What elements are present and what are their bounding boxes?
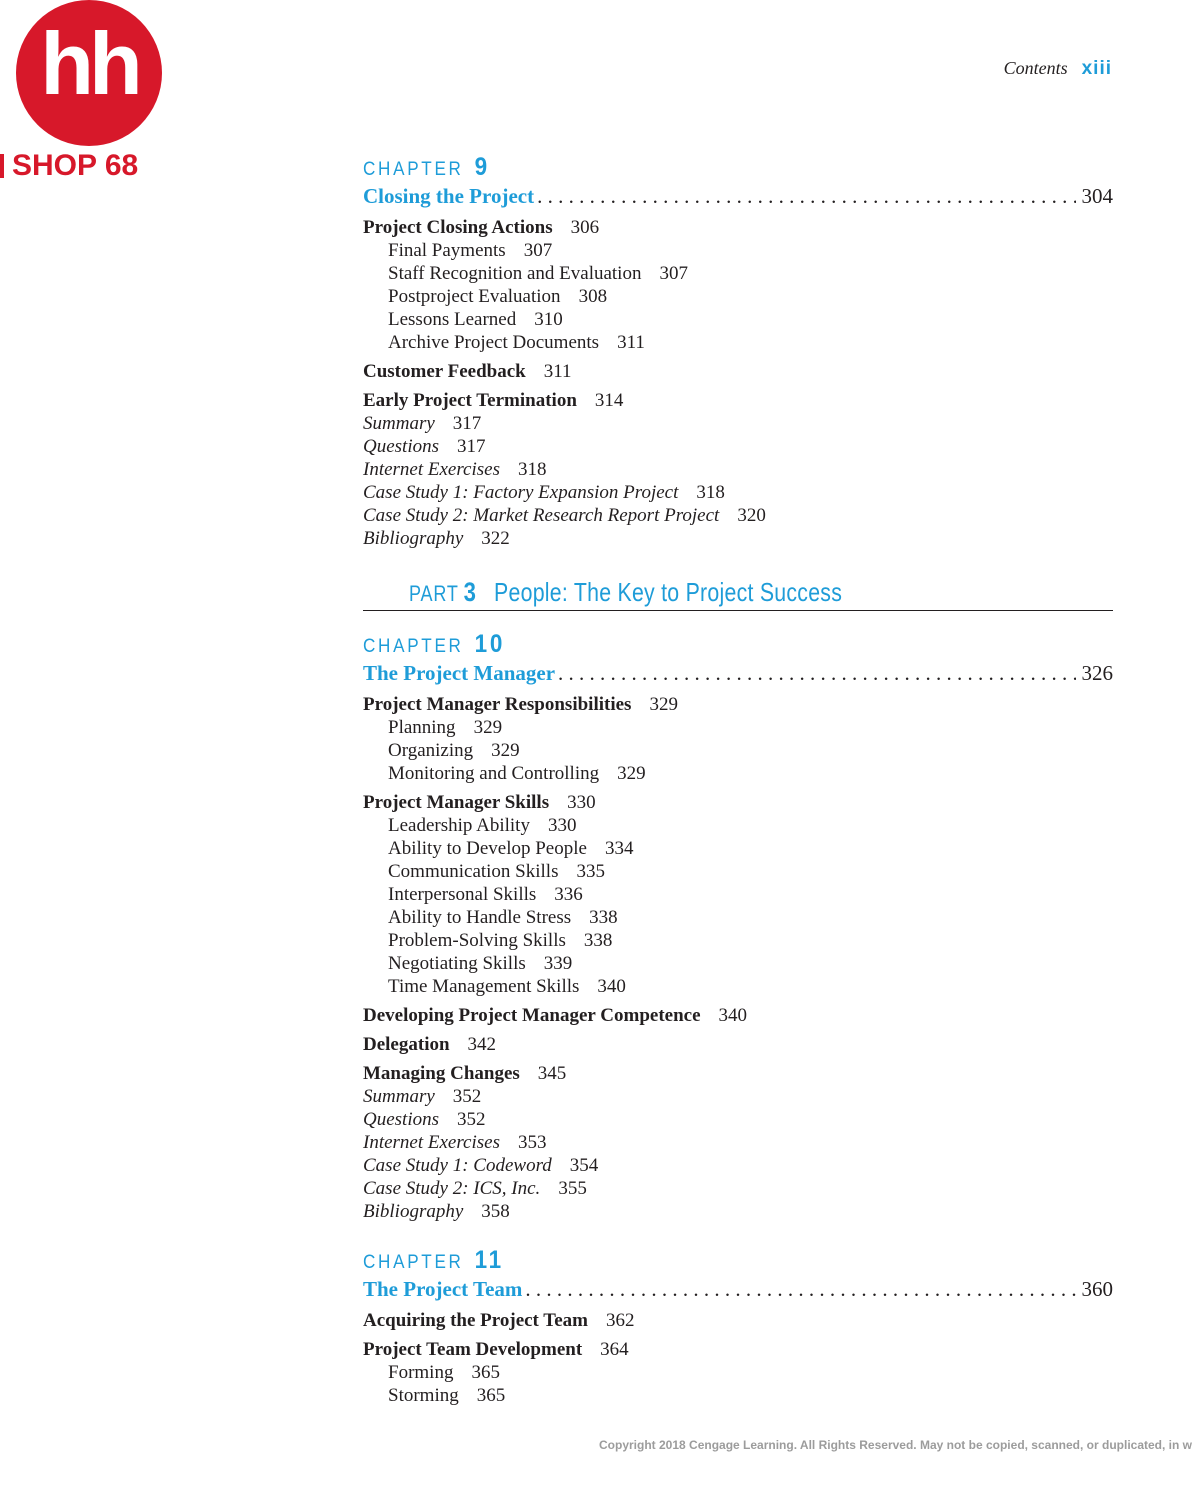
section-page: 342 xyxy=(467,1034,497,1055)
chapter-number: 10 xyxy=(474,630,506,658)
subsection-page: 307 xyxy=(523,240,553,261)
chapter-title: The Project Manager xyxy=(363,661,556,685)
subsection-title: Ability to Handle Stress xyxy=(388,907,572,928)
end-item-title: Questions xyxy=(363,436,439,457)
chapter-heading-10 xyxy=(363,629,1038,659)
end-item-title: Internet Exercises xyxy=(363,1132,500,1153)
subsection-title: Ability to Develop People xyxy=(388,838,587,859)
subsection-page: 340 xyxy=(597,976,626,997)
toc-section[interactable] xyxy=(363,1309,1113,1332)
end-item-page: 353 xyxy=(518,1132,547,1153)
toc-section[interactable] xyxy=(363,216,1113,239)
chapter-page: 304 xyxy=(1081,184,1113,208)
section-title: Acquiring the Project Team xyxy=(363,1310,588,1331)
end-item-page: 355 xyxy=(558,1178,587,1199)
toc-end-item[interactable] xyxy=(363,1131,1113,1154)
toc-subsection[interactable] xyxy=(363,975,1113,998)
toc-subsection[interactable] xyxy=(363,716,1113,739)
chapter-heading-11 xyxy=(363,1245,1038,1275)
subsection-page: 329 xyxy=(617,763,646,784)
subsection-page: 308 xyxy=(578,286,608,307)
subsection-page: 334 xyxy=(604,838,634,859)
section-page: 345 xyxy=(537,1063,567,1084)
end-item-page: 352 xyxy=(457,1109,486,1130)
toc-subsection[interactable] xyxy=(363,837,1113,860)
subsection-title: Final Payments xyxy=(388,240,506,261)
end-item-title: Case Study 2: Market Research Report Project xyxy=(363,505,720,526)
running-head-label: Contents xyxy=(1003,58,1068,78)
chapter-heading-9 xyxy=(363,152,1038,182)
chapter-title-row[interactable] xyxy=(363,182,1113,210)
end-item-title: Bibliography xyxy=(363,1201,464,1222)
chapter-title: The Project Team xyxy=(363,1277,523,1301)
chapter-title-row[interactable] xyxy=(363,659,1113,687)
section-page: 329 xyxy=(649,694,678,715)
logo-shop-label: SHOP 68 xyxy=(12,149,139,182)
subsection-title: Postproject Evaluation xyxy=(388,286,561,307)
toc-end-item[interactable] xyxy=(363,1085,1113,1108)
subsection-title: Staff Recognition and Evaluation xyxy=(388,263,642,284)
chapter-word: CHAPTER xyxy=(363,159,464,180)
subsection-page: 338 xyxy=(583,930,613,951)
subsection-title: Time Management Skills xyxy=(388,976,580,997)
logo-mark: hh xyxy=(40,14,138,113)
toc-subsection[interactable] xyxy=(363,285,1113,308)
end-item-page: 352 xyxy=(452,1086,482,1107)
toc-section[interactable] xyxy=(363,1033,1113,1056)
chapter-word: CHAPTER xyxy=(363,636,464,657)
subsection-page: 311 xyxy=(617,332,645,353)
end-item-page: 318 xyxy=(518,459,547,480)
leader-dots xyxy=(558,659,1075,687)
running-head xyxy=(1004,58,1112,80)
end-item-title: Summary xyxy=(363,413,435,434)
toc-subsection[interactable] xyxy=(363,814,1113,837)
toc-section[interactable] xyxy=(363,389,1113,412)
toc-section[interactable] xyxy=(363,1338,1113,1361)
part-title: People: The Key to Project Success xyxy=(494,577,843,607)
section-title: Project Closing Actions xyxy=(363,217,553,238)
end-item-title: Summary xyxy=(363,1086,435,1107)
leader-dots xyxy=(525,1275,1075,1303)
toc-subsection[interactable] xyxy=(363,239,1113,262)
running-head-page: xiii xyxy=(1081,58,1112,79)
subsection-title: Planning xyxy=(388,717,456,738)
toc-subsection[interactable] xyxy=(363,1384,1113,1407)
toc-subsection[interactable] xyxy=(363,262,1113,285)
section-page: 311 xyxy=(543,361,572,382)
subsection-title: Organizing xyxy=(388,740,474,761)
subsection-page: 310 xyxy=(534,309,563,330)
part-heading-text xyxy=(409,577,842,608)
toc-subsection[interactable] xyxy=(363,860,1113,883)
chapter-page: 326 xyxy=(1081,661,1113,685)
end-item-page: 358 xyxy=(481,1201,510,1222)
subsection-page: 339 xyxy=(543,953,573,974)
toc-section[interactable] xyxy=(363,1004,1113,1027)
chapter-word: CHAPTER xyxy=(363,1252,464,1273)
subsection-page: 335 xyxy=(576,861,605,882)
toc-section[interactable] xyxy=(363,791,1113,814)
subsection-page: 330 xyxy=(547,815,577,836)
section-page: 364 xyxy=(600,1339,629,1360)
subsection-page: 338 xyxy=(589,907,618,928)
end-item-title: Internet Exercises xyxy=(363,459,500,480)
toc-subsection[interactable] xyxy=(363,331,1113,354)
toc-section[interactable] xyxy=(363,693,1113,716)
subsection-page: 329 xyxy=(473,717,503,738)
section-page: 330 xyxy=(567,792,596,813)
part-number: 3 xyxy=(463,577,476,607)
toc-end-item[interactable] xyxy=(363,1177,1113,1200)
subsection-page: 365 xyxy=(476,1385,506,1406)
toc-subsection[interactable] xyxy=(363,883,1113,906)
end-item-page: 354 xyxy=(569,1155,599,1176)
section-title: Early Project Termination xyxy=(363,390,577,411)
toc-end-item[interactable] xyxy=(363,458,1113,481)
logo-tick xyxy=(0,154,4,178)
section-title: Developing Project Manager Competence xyxy=(363,1005,701,1026)
toc-subsection[interactable] xyxy=(363,308,1113,331)
subsection-page: 336 xyxy=(554,884,583,905)
subsection-title: Forming xyxy=(388,1362,454,1383)
end-item-title: Case Study 1: Factory Expansion Project xyxy=(363,482,679,503)
section-title: Customer Feedback xyxy=(363,361,526,382)
section-title: Delegation xyxy=(363,1034,450,1055)
toc-section[interactable] xyxy=(363,360,1113,383)
end-item-title: Bibliography xyxy=(363,528,464,549)
table-of-contents xyxy=(363,152,1113,1407)
toc-subsection[interactable] xyxy=(363,762,1113,785)
subsection-title: Problem-Solving Skills xyxy=(388,930,566,951)
toc-end-item[interactable] xyxy=(363,412,1113,435)
toc-end-item[interactable] xyxy=(363,504,1113,527)
toc-subsection[interactable] xyxy=(363,952,1113,975)
subsection-title: Interpersonal Skills xyxy=(388,884,537,905)
section-page: 362 xyxy=(606,1310,635,1331)
subsection-title: Storming xyxy=(388,1385,459,1406)
chapter-number: 9 xyxy=(474,153,490,181)
subsection-title: Communication Skills xyxy=(388,861,559,882)
subsection-page: 307 xyxy=(659,263,688,284)
toc-section[interactable] xyxy=(363,1062,1113,1085)
section-page: 314 xyxy=(594,390,624,411)
toc-end-item[interactable] xyxy=(363,1108,1113,1131)
section-title: Managing Changes xyxy=(363,1063,520,1084)
section-title: Project Manager Skills xyxy=(363,792,550,813)
end-item-page: 320 xyxy=(737,505,766,526)
subsection-title: Archive Project Documents xyxy=(388,332,600,353)
chapter-title-row[interactable] xyxy=(363,1275,1113,1303)
subsection-title: Leadership Ability xyxy=(388,815,530,836)
end-item-title: Case Study 1: Codeword xyxy=(363,1155,552,1176)
section-page: 340 xyxy=(718,1005,748,1026)
copyright-notice: Copyright 2018 Cengage Learning. All Rights Reserved. May not be copied, scanned, or duplicated, in w xyxy=(599,1438,1193,1452)
leader-dots xyxy=(537,182,1075,210)
chapter-page: 360 xyxy=(1081,1277,1113,1301)
section-title: Project Team Development xyxy=(363,1339,583,1360)
toc-end-item[interactable] xyxy=(363,481,1113,504)
toc-subsection[interactable] xyxy=(363,906,1113,929)
shop-logo xyxy=(0,0,175,190)
part-heading xyxy=(363,572,1113,611)
end-item-page: 322 xyxy=(481,528,510,549)
subsection-title: Negotiating Skills xyxy=(388,953,526,974)
toc-subsection[interactable] xyxy=(363,1361,1113,1384)
logo-shop-text xyxy=(0,148,138,184)
end-item-page: 317 xyxy=(452,413,482,434)
toc-subsection[interactable] xyxy=(363,739,1113,762)
section-title: Project Manager Responsibilities xyxy=(363,694,632,715)
toc-end-item[interactable] xyxy=(363,527,1113,550)
part-word: PART xyxy=(409,581,459,606)
chapter-number: 11 xyxy=(474,1246,504,1274)
end-item-title: Case Study 2: ICS, Inc. xyxy=(363,1178,541,1199)
subsection-title: Lessons Learned xyxy=(388,309,517,330)
toc-end-item[interactable] xyxy=(363,1200,1113,1223)
subsection-page: 365 xyxy=(471,1362,500,1383)
end-item-page: 317 xyxy=(457,436,486,457)
subsection-title: Monitoring and Controlling xyxy=(388,763,600,784)
subsection-page: 329 xyxy=(491,740,520,761)
section-page: 306 xyxy=(570,217,600,238)
chapter-title: Closing the Project xyxy=(363,184,535,208)
toc-subsection[interactable] xyxy=(363,929,1113,952)
toc-end-item[interactable] xyxy=(363,1154,1113,1177)
end-item-title: Questions xyxy=(363,1109,439,1130)
end-item-page: 318 xyxy=(696,482,725,503)
toc-end-item[interactable] xyxy=(363,435,1113,458)
